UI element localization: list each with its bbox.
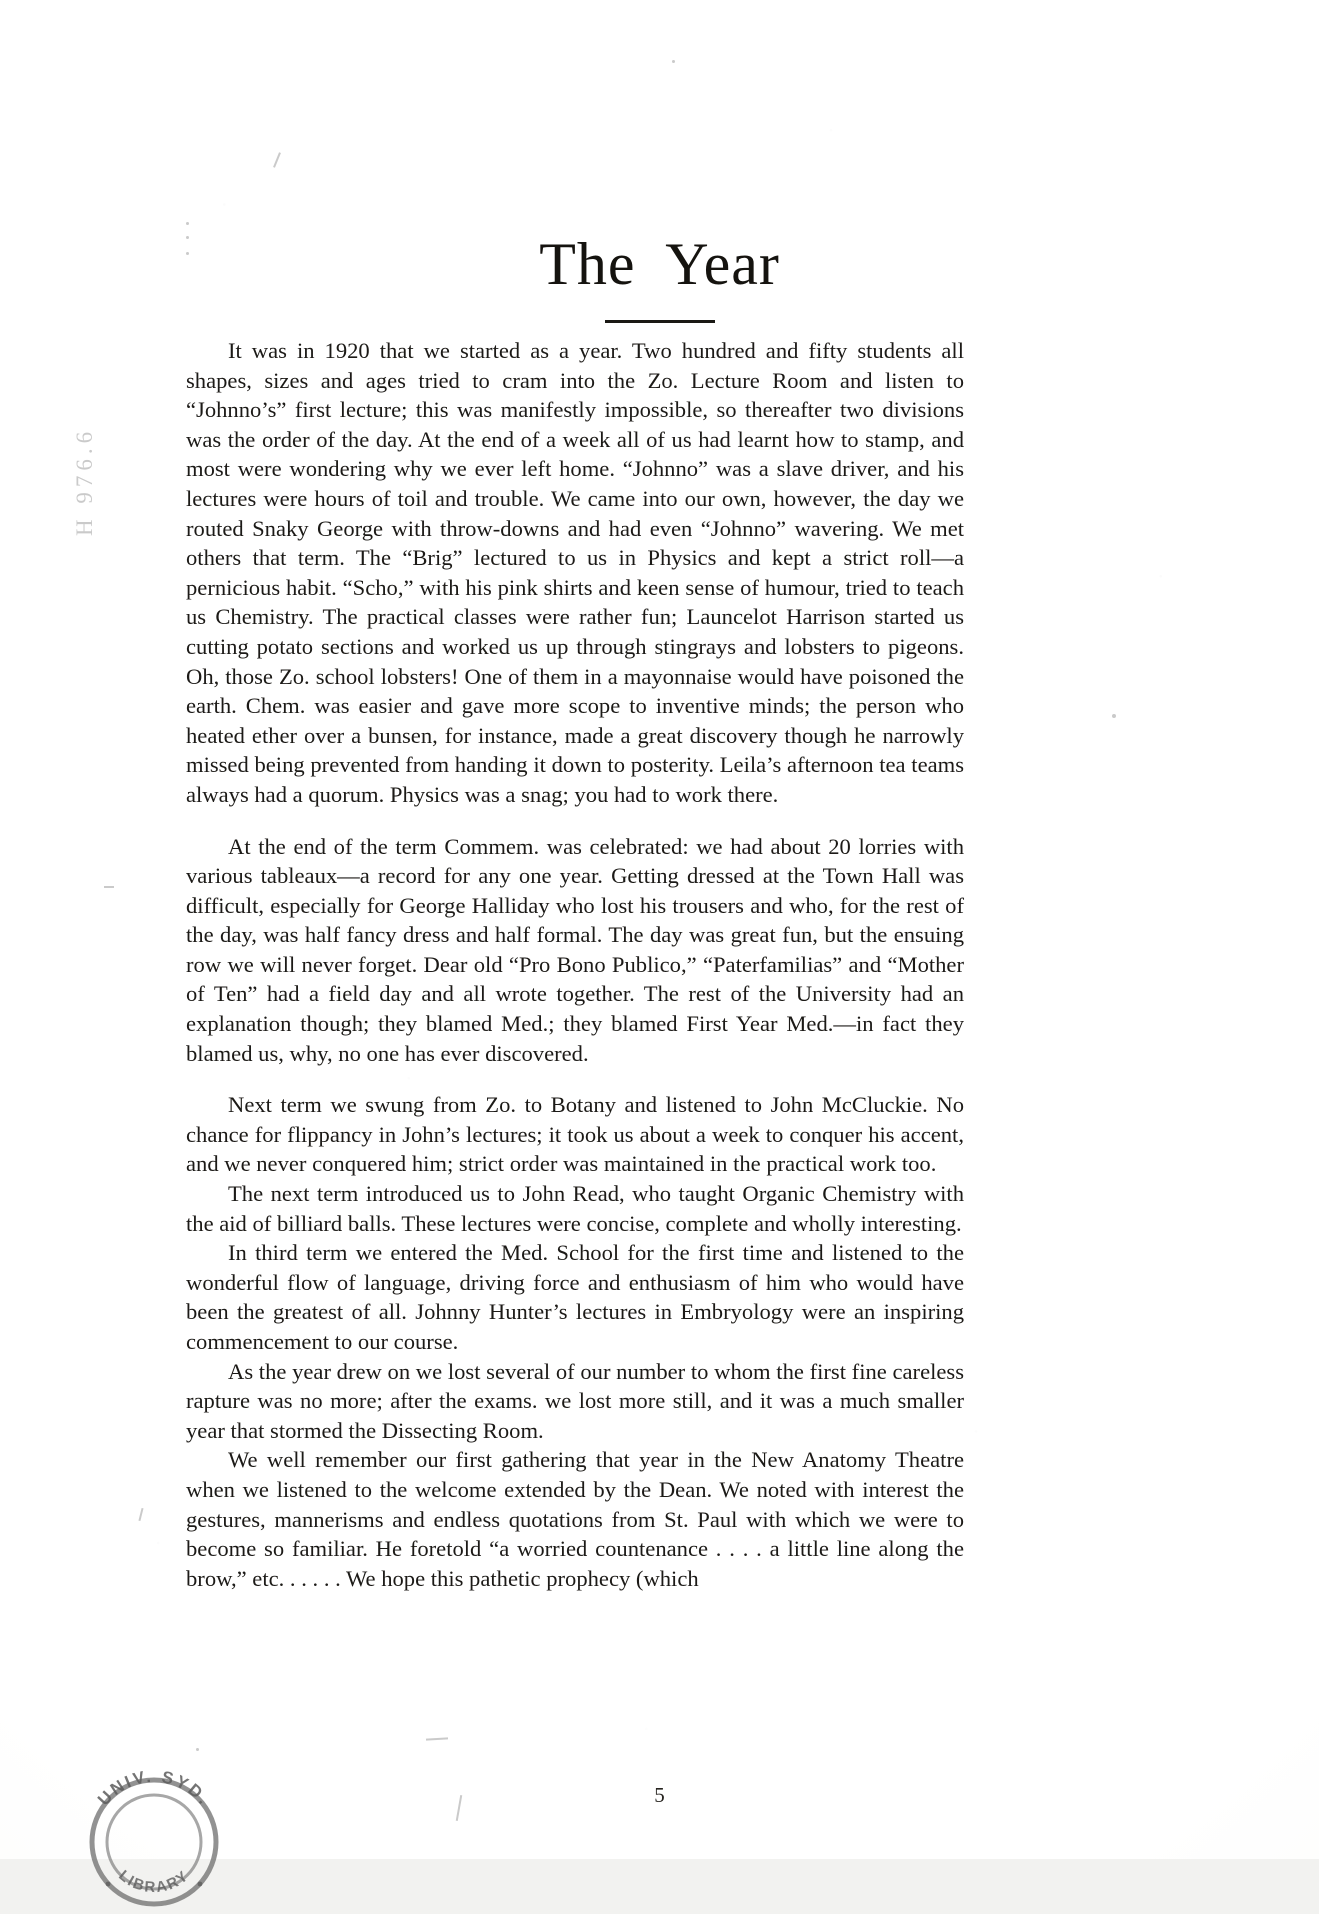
page-number: 5	[654, 1783, 665, 1807]
scan-artifact	[138, 1508, 143, 1521]
paragraph: Next term we swung from Zo. to Botany and listened to John McCluckie. No chance for flippancy in John’s lectures; it took us about a week to conquer his accent, and we never conquered him; strict order was maintained in the practical work too.	[186, 1092, 964, 1177]
library-stamp	[78, 1762, 230, 1914]
paragraph: At the end of the term Commem. was celebrated: we had about 20 lorries with various tableaux—a record for any one year. Getting dressed at the Town Hall was difficult, especially for George Halliday who lost his trousers and who, for the rest of the day, was half fancy dress and half formal. The day was great fun, but the ensuing row we will never forget. Dear old “Pro Bono Publico,” “Paterfamilias” and “Mother of Ten” had a field day and all wrote together. The rest of the University had an explanation though; they blamed Med.; they blamed First Year Med.—in fact they blamed us, why, no one has ever discovered.	[186, 833, 964, 1066]
paragraph: In third term we entered the Med. School for the first time and listened to the wonderful flow of language, driving force and enthusiasm of him who would have been the greatest of all. Johnny Hunter’s lectures in Embryology were an inspiring commencement to our course.	[186, 1240, 964, 1354]
article-body	[186, 336, 964, 1593]
title-block	[0, 231, 1319, 323]
scan-artifact	[104, 886, 114, 888]
scan-artifact	[186, 222, 189, 225]
scan-artifact	[196, 1748, 199, 1751]
paragraph: The next term introduced us to John Read, who taught Organic Chemistry with the aid of billiard balls. These lectures were concise, complete and wholly interesting.	[186, 1181, 964, 1236]
scan-artifact	[672, 60, 675, 63]
margin-handwriting: H 976.6	[72, 426, 97, 536]
paragraph: We well remember our first gathering that year in the New Anatomy Theatre when we listened to the welcome extended by the Dean. We noted with interest the gestures, mannerisms and endless quotations from St. Paul with which we were to become so familiar. He foretold “a worried countenance . . . . a little line along the brow,” etc. . . . . . We hope this pathetic prophecy (which	[186, 1447, 964, 1591]
title-divider	[605, 320, 715, 323]
page-title: The Year	[539, 231, 780, 297]
scan-artifact	[273, 152, 281, 168]
scan-artifact	[426, 1737, 448, 1740]
svg-text:LIBRARY	[115, 1867, 192, 1896]
library-stamp-icon	[78, 1762, 230, 1914]
scan-artifact	[1112, 714, 1116, 718]
paragraph: As the year drew on we lost several of our number to whom the first fine careless rapture was no more; after the exams. we lost more still, and it was a much smaller year that stormed the Dissecting Room.	[186, 1358, 964, 1443]
paragraph: It was in 1920 that we started as a year. Two hundred and fifty students all shapes, sizes and ages tried to cram into the Zo. Lecture Room and listen to “Johnno’s” first lecture; this was manifestly impossible, so thereafter two divisions was the order of the day. At the end of a week all of us had learnt how to stamp, and most were wondering why we ever left home. “Johnno” was a slave driver, and his lectures were hours of toil and trouble. We came into our own, however, the day we routed Snaky George with throw-downs and had even “Johnno” wavering. We met others that term. The “Brig” lectured to us in Physics and kept a strict roll—a pernicious habit. “Scho,” with his pink shirts and keen sense of humour, tried to teach us Chemistry. The practical classes were rather fun; Launcelot Harrison started us cutting potato sections and worked us up through stingrays and lobsters to pigeons. Oh, those Zo. school lobsters! One of them in a mayonnaise would have poisoned the earth. Chem. was easier and gave more scope to inventive minds; the person who heated ether over a bunsen, for instance, made a great discovery though he narrowly missed being prevented from handing it down to posterity. Leila’s afternoon tea teams always had a quorum. Physics was a snag; you had to work there.	[186, 338, 964, 807]
stamp-top-text: UNIV. SYD.	[94, 1766, 215, 1810]
svg-text:UNIV. SYD.	[94, 1767, 214, 1809]
stamp-bottom-text: LIBRARY	[115, 1866, 193, 1897]
